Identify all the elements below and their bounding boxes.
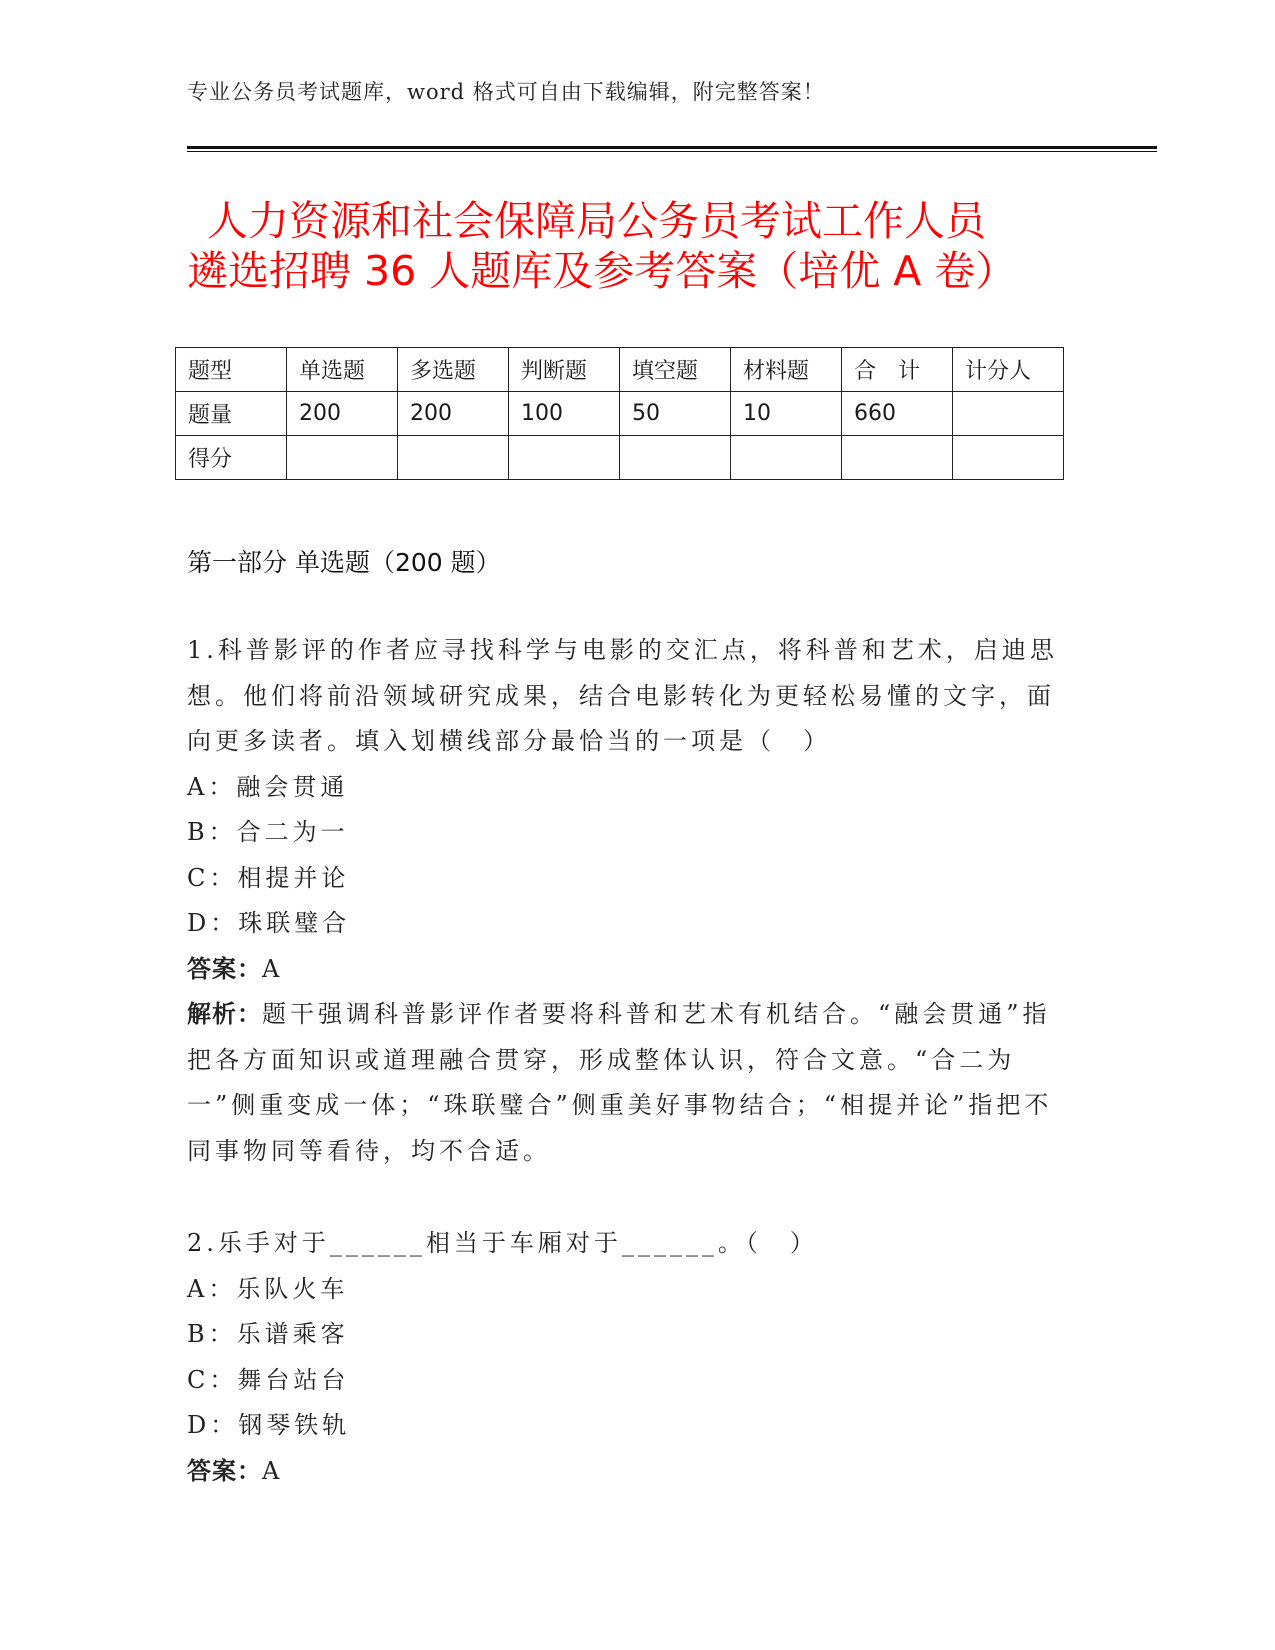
- table-cell: 填空题: [620, 348, 731, 392]
- table-cell: [953, 436, 1064, 480]
- answer-label: 答案：: [187, 1456, 262, 1485]
- question-stem: 2.乐手对于______相当于车厢对于______。（ ）: [187, 1229, 818, 1257]
- table-cell: [953, 392, 1064, 436]
- table-cell: [509, 436, 620, 480]
- header-rule-thick: [187, 146, 1157, 149]
- option-b: B：乐谱乘客: [187, 1320, 349, 1348]
- question-stem: 1.科普影评的作者应寻找科学与电影的交汇点，将科普和艺术，启迪思想。他们将前沿领域研究成果，结合电影转化为更轻松易懂的文字，面向更多读者。填入划横线部分最恰当的一项是（ ）: [187, 636, 1058, 755]
- table-cell: 合 计: [842, 348, 953, 392]
- table-cell: 10: [731, 392, 842, 436]
- table-cell: 材料题: [731, 348, 842, 392]
- table-row-count: [176, 392, 1064, 436]
- option-d: D：钢琴铁轨: [187, 1411, 351, 1439]
- table-cell: 判断题: [509, 348, 620, 392]
- document-title: [187, 196, 1087, 296]
- section-title: 第一部分 单选题（200 题）: [187, 548, 501, 577]
- table-cell: 200: [398, 392, 509, 436]
- answer: [187, 1449, 1067, 1495]
- table-cell: 计分人: [953, 348, 1064, 392]
- explanation-text: 题干强调科普影评作者要将科普和艺术有机结合。“融会贯通”指把各方面知识或道理融合贯穿，形成整体认识，符合文意。“合二为一”侧重变成一体；“珠联璧合”侧重美好事物结合；“相提并论”指把不同事物同等看待，均不合适。: [187, 1000, 1053, 1165]
- option-a: A：融会贯通: [187, 772, 349, 801]
- table-row-type: [176, 348, 1064, 392]
- explanation: [187, 992, 1067, 1174]
- answer-label: 答案：: [187, 954, 262, 983]
- title-line-2: 遴选招聘 36 人题库及参考答案（培优 A 卷）: [187, 247, 1017, 295]
- table-cell: [620, 436, 731, 480]
- table-cell: 题量: [176, 392, 287, 436]
- option-d: D：珠联璧合: [187, 909, 351, 937]
- header-rule-thin: [187, 151, 1157, 152]
- table-cell: [398, 436, 509, 480]
- question-1: [187, 628, 1067, 1174]
- score-table: [175, 347, 1064, 480]
- table-cell: [842, 436, 953, 480]
- table-cell: 200: [287, 392, 398, 436]
- question-2: [187, 1221, 1067, 1494]
- header-rule: [187, 146, 1157, 153]
- page-header: 专业公务员考试题库，word 格式可自由下载编辑，附完整答案！: [187, 80, 825, 104]
- table-cell: 单选题: [287, 348, 398, 392]
- option-c: C：舞台站台: [187, 1365, 350, 1394]
- answer-value: A: [262, 954, 284, 983]
- table-cell: [287, 436, 398, 480]
- table-cell: [731, 436, 842, 480]
- table-cell: 100: [509, 392, 620, 436]
- title-line-1: 人力资源和社会保障局公务员考试工作人员: [207, 197, 986, 245]
- answer: [187, 947, 1067, 993]
- table-cell: 50: [620, 392, 731, 436]
- explanation-label: 解析：: [187, 1000, 262, 1028]
- option-c: C：相提并论: [187, 863, 350, 892]
- answer-value: A: [262, 1456, 284, 1485]
- table-cell: 多选题: [398, 348, 509, 392]
- option-b: B：合二为一: [187, 818, 349, 846]
- table-row-score: [176, 436, 1064, 480]
- table-cell: 660: [842, 392, 953, 436]
- table-cell: 得分: [176, 436, 287, 480]
- table-cell: 题型: [176, 348, 287, 392]
- option-a: A：乐队火车: [187, 1274, 349, 1303]
